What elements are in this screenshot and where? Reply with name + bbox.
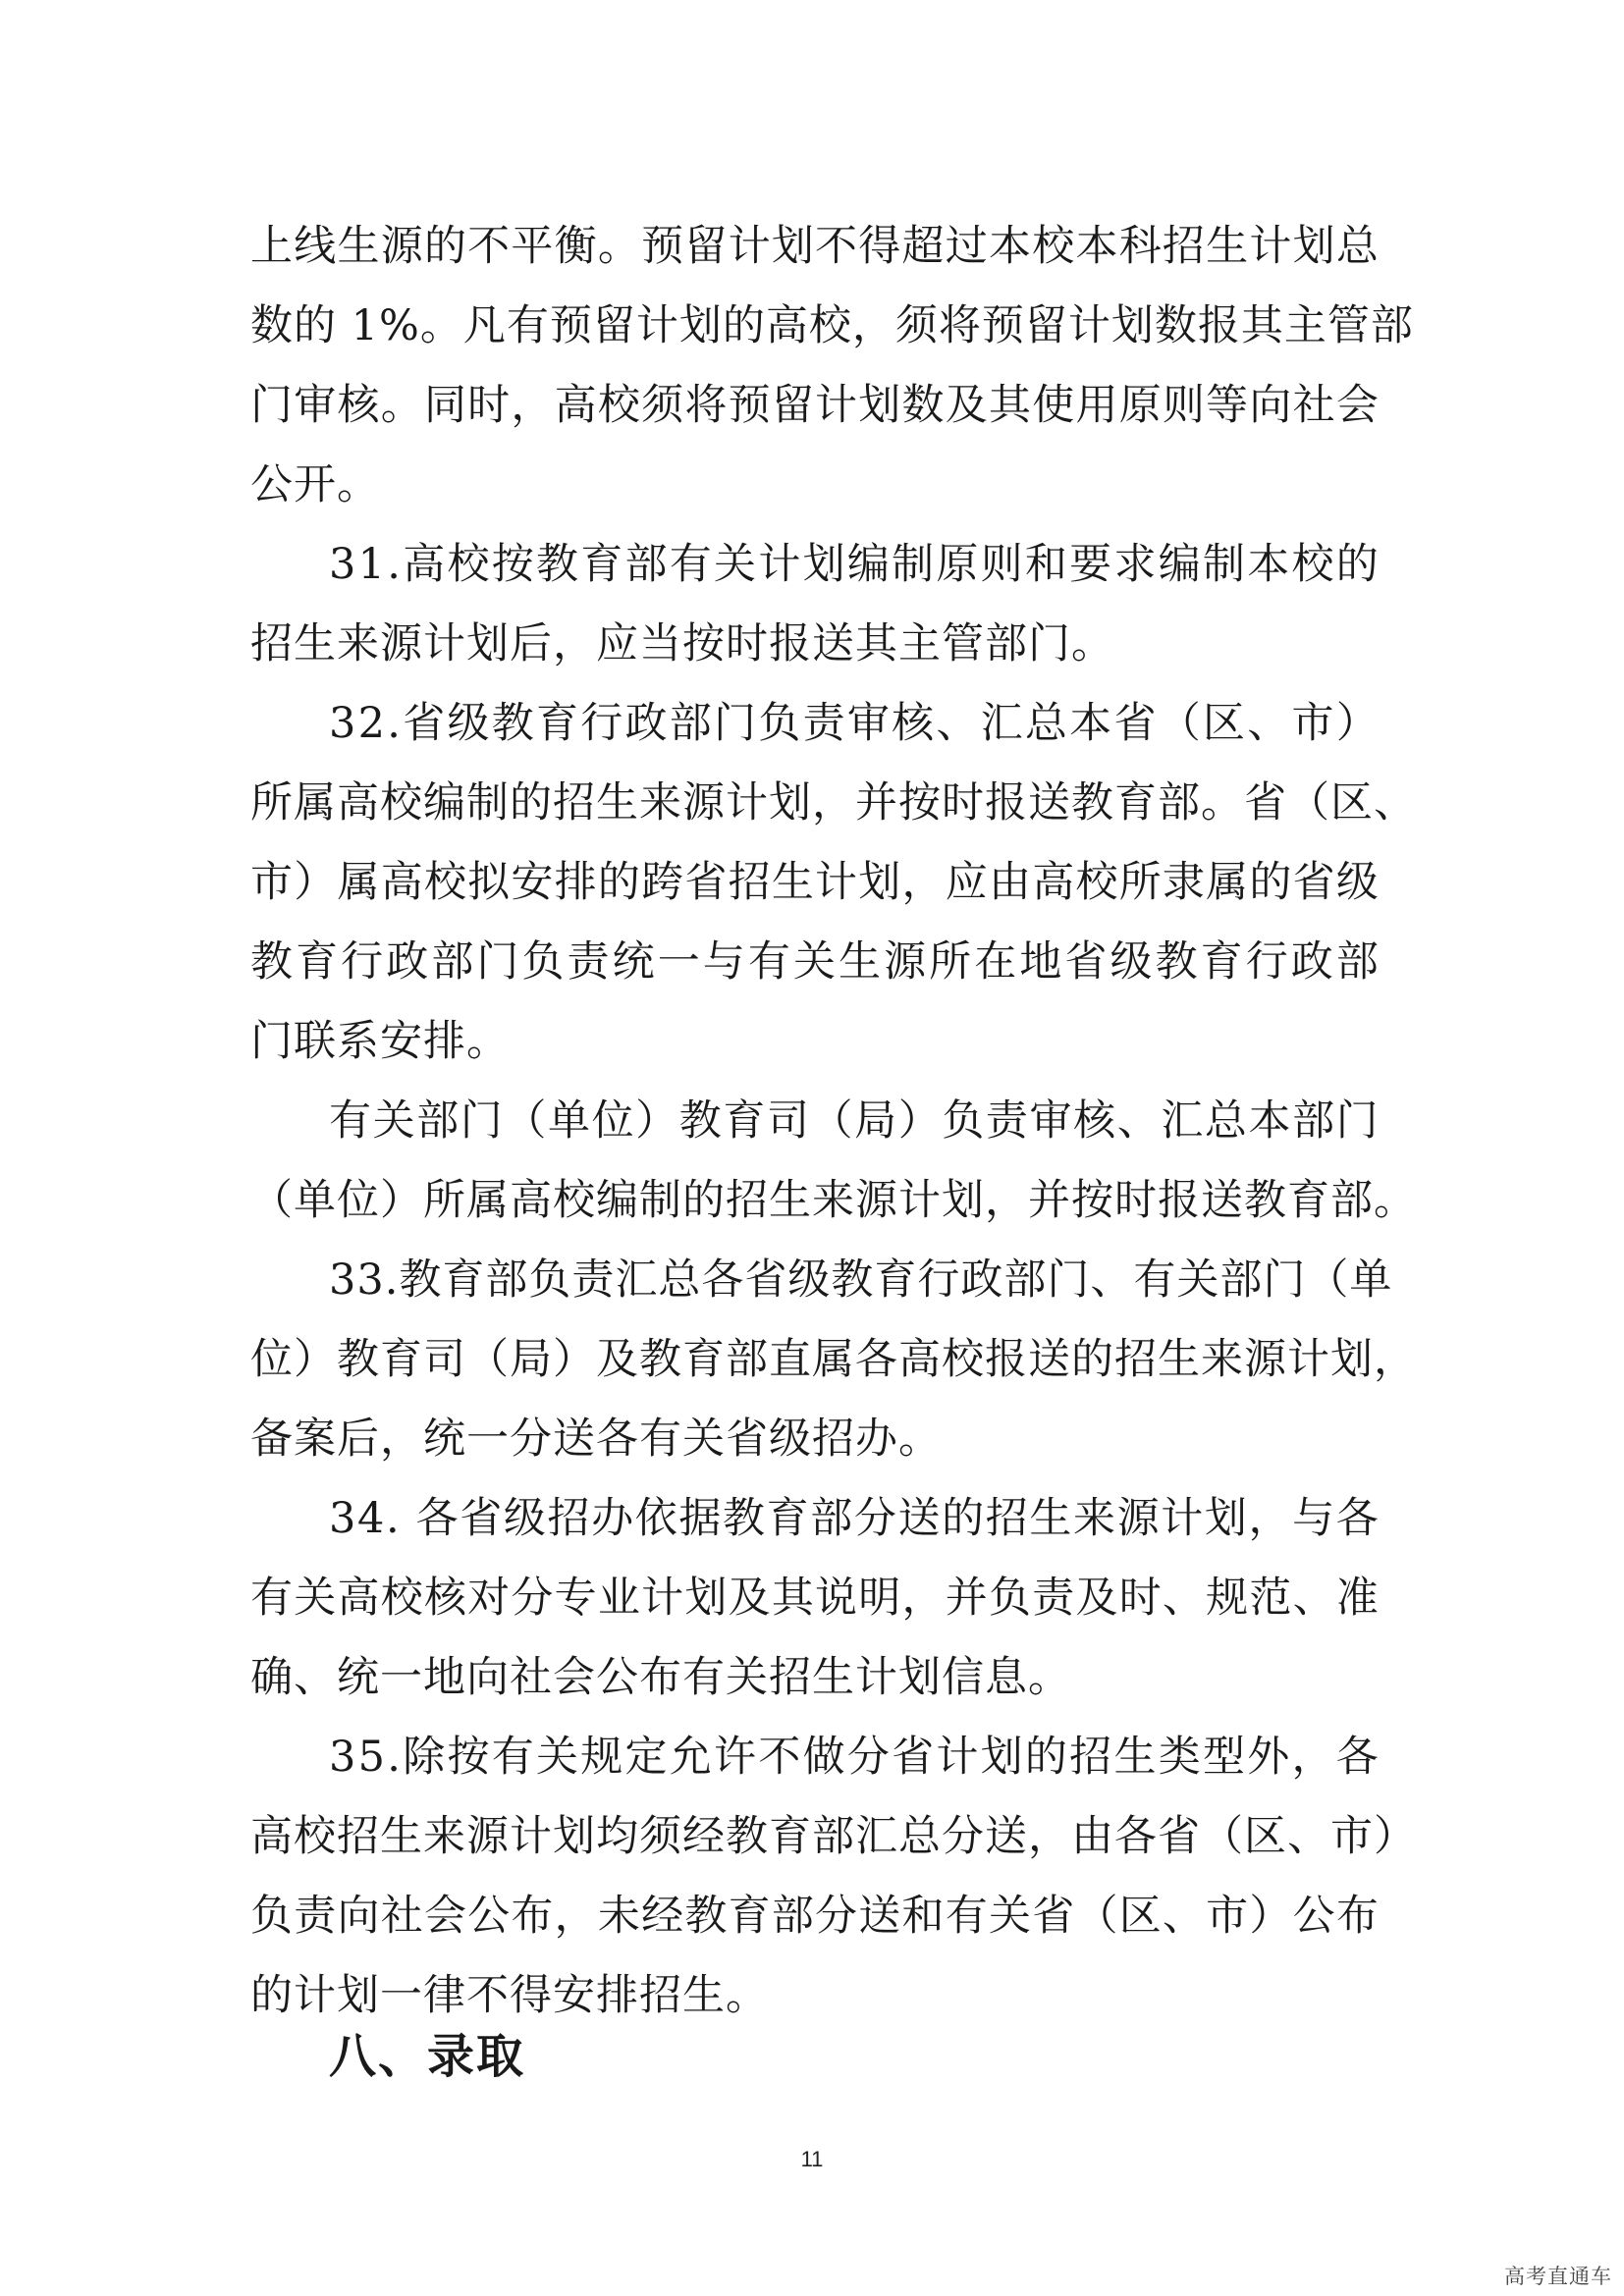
text-line: 数 的 1 % 。 凡 有 预 留 计 划 的 高 校 ， 须 将 预 留 计 划 数 报 其 主 管 部 bbox=[250, 301, 1414, 350]
text-line: 有 关 高 校 核 对 分 专 业 计 划 及 其 说 明 ， 并 负 责 及 时 、 规 范 、 准 bbox=[250, 1574, 1380, 1623]
text-line: 负 责 向 社 会 公 布 ， 未 经 教 育 部 分 送 和 有 关 省 （ 区 、 市 ） 公 布 bbox=[250, 1892, 1380, 1941]
text-line: 备案后，统一分送各有关省级招办。 bbox=[250, 1415, 942, 1464]
watermark: 高考直通车 bbox=[1504, 2265, 1612, 2288]
text-line: 3 1 . 高 校 按 教 育 部 有 关 计 划 编 制 原 则 和 要 求 编 制 本 校 的 bbox=[329, 540, 1380, 589]
text-line: 公开。 bbox=[250, 460, 380, 509]
text-line: 招生来源计划后，应当按时报送其主管部门。 bbox=[250, 619, 1114, 668]
text-line: 3 3 . 教 育 部 负 责 汇 总 各 省 级 教 育 行 政 部 门 、 有 关 部 门 （ 单 bbox=[329, 1255, 1393, 1305]
page-number: 11 bbox=[800, 2147, 824, 2171]
text-line: 高 校 招 生 来 源 计 划 均 须 经 教 育 部 汇 总 分 送 ， 由 各 省 （ 区 、 市 ） bbox=[250, 1812, 1417, 1861]
text-line: 所 属 高 校 编 制 的 招 生 来 源 计 划 ， 并 按 时 报 送 教 育 部 。 省 （ 区 、 bbox=[250, 778, 1417, 828]
text-line: 确、统一地向社会公布有关招生计划信息。 bbox=[250, 1653, 1071, 1702]
section-heading: 八、录取 bbox=[329, 2029, 526, 2084]
text-line: （ 单 位 ） 所 属 高 校 编 制 的 招 生 来 源 计 划 ， 并 按 时 报 送 教 育 部 。 bbox=[250, 1176, 1417, 1225]
text-line: 的计划一律不得安排招生。 bbox=[250, 1971, 769, 2020]
text-line: 门联系安排。 bbox=[250, 1017, 510, 1066]
text-line: 门 审 核 。 同 时 ， 高 校 须 将 预 留 计 划 数 及 其 使 用 原 则 等 向 社 会 bbox=[250, 381, 1380, 430]
text-line: 3 2 . 省 级 教 育 行 政 部 门 负 责 审 核 、 汇 总 本 省 （ 区 、 市 ） bbox=[329, 699, 1380, 748]
text-line: 位 ） 教 育 司 （ 局 ） 及 教 育 部 直 属 各 高 校 报 送 的 招 生 来 源 计 划 ， bbox=[250, 1335, 1417, 1384]
text-line: 教 育 行 政 部 门 负 责 统 一 与 有 关 生 源 所 在 地 省 级 教 育 行 政 部 bbox=[250, 937, 1380, 987]
text-line: 3 4 . 各 省 级 招 办 依 据 教 育 部 分 送 的 招 生 来 源 计 划 ， 与 各 bbox=[329, 1494, 1380, 1543]
text-line: 有 关 部 门 （ 单 位 ） 教 育 司 （ 局 ） 负 责 审 核 、 汇 总 本 部 门 bbox=[329, 1096, 1380, 1146]
text-line: 市 ） 属 高 校 拟 安 排 的 跨 省 招 生 计 划 ， 应 由 高 校 所 隶 属 的 省 级 bbox=[250, 858, 1380, 907]
text-line: 上 线 生 源 的 不 平 衡 。 预 留 计 划 不 得 超 过 本 校 本 科 招 生 计 划 总 bbox=[250, 222, 1380, 271]
text-line: 3 5 . 除 按 有 关 规 定 允 许 不 做 分 省 计 划 的 招 生 类 型 外 ， 各 bbox=[329, 1733, 1380, 1782]
